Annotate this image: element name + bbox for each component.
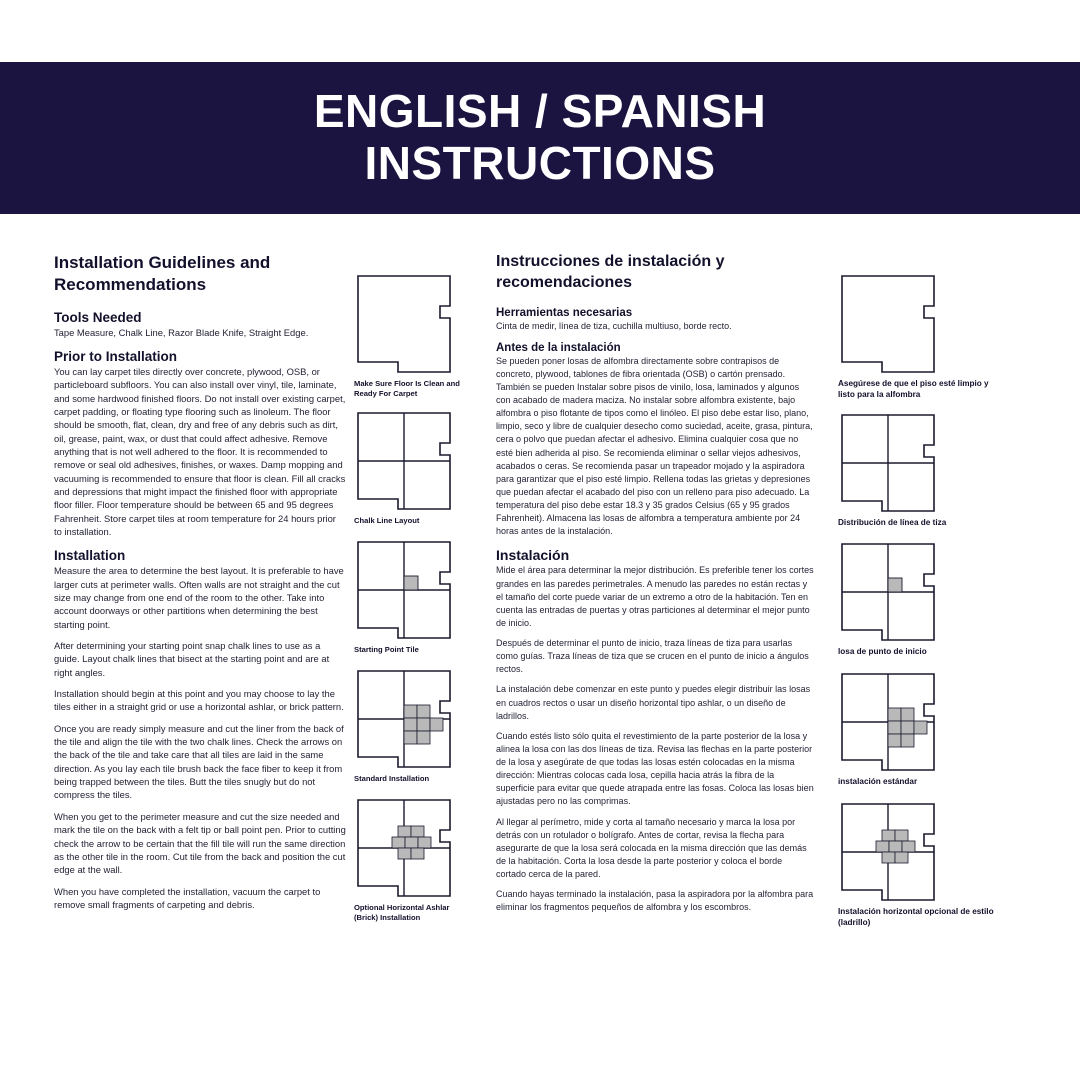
- figure-clean-floor-en: [354, 272, 472, 399]
- english-paragraph-install-1: Measure the area to determine the best layout. It is preferable to have larger cuts at perimeter walls. Often walls are not straight and the cut size may change from one end of the room to the other. Take into account doorways or other partitions when determining the best starting point.: [54, 565, 344, 630]
- starting-point-tile-diagram-icon: [354, 538, 454, 642]
- figure-caption-starting-point-es: losa de punto de inicio: [838, 647, 927, 657]
- floor-outline-diagram-icon: [354, 272, 454, 376]
- figure-caption-chalk-line-en: Chalk Line Layout: [354, 516, 420, 526]
- english-paragraph-install-6: When you have completed the installation, vacuum the carpet to remove small fragments of carpeting and debris.: [54, 885, 321, 910]
- chalk-line-diagram-icon: [354, 409, 454, 513]
- banner-title-line-1: ENGLISH / SPANISH: [313, 85, 767, 138]
- header-banner: [0, 62, 1080, 214]
- figure-chalk-line-en: [354, 409, 472, 526]
- starting-point-tile-diagram-icon: [838, 540, 938, 644]
- figure-standard-install-es: [838, 670, 1000, 788]
- spanish-figures-column: [824, 252, 1000, 1012]
- english-heading-installation: Installation: [54, 548, 126, 564]
- figure-caption-standard-install-en: Standard Installation: [354, 774, 430, 784]
- spanish-heading-installation: Instalación: [496, 547, 570, 564]
- figure-ashlar-install-en: [354, 796, 472, 923]
- spanish-paragraph-tools: Cinta de medir, línea de tiza, cuchilla multiuso, borde recto.: [496, 320, 732, 331]
- banner-title-line-2: INSTRUCTIONS: [364, 137, 716, 189]
- spanish-title: Instrucciones de instalación y recomendaciones: [496, 253, 725, 291]
- floor-outline-diagram-icon: [838, 272, 938, 376]
- spanish-paragraph-install-4: Cuando estés listo sólo quita el revestimiento de la parte posterior de la losa y alinea la losa con las dos líneas de tiza. Revisa las flechas en la parte posterior de la losa y asegúrate de que todas las losas estén colocadas en la misma dirección: Mientras colocas cada losa, cepilla hacia atrás la fibra de la superficie para evitar que quede atrapada entre las fosas. Coloca las losas bien ajustadas pero no las comprimas.: [496, 730, 814, 807]
- spanish-paragraph-install-3: La instalación debe comenzar en este punto y puedes elegir distribuir las losas en cuadros rectos o usar un diseño horizontal tipo ashlar, o un diseño de ladrillos.: [496, 684, 811, 721]
- english-heading-prior: Prior to Installation: [54, 348, 178, 364]
- figure-clean-floor-es: [838, 272, 1000, 401]
- english-paragraph-install-5: When you get to the perimeter measure and cut the size needed and mark the tile on the back with a felt tip or ball point pen. Prior to cutting check the arrow to be certain that the fill tile will run the same direction as the other tile in the room. Cut tile from the back and position the cut edge at the wall.: [54, 810, 346, 876]
- figure-caption-starting-point-en: Starting Point Tile: [354, 645, 419, 655]
- figure-starting-point-es: [838, 540, 1000, 658]
- content-area: [0, 252, 1080, 1012]
- spanish-paragraph-prior: Se pueden poner losas de alfombra directamente sobre contrapisos de concreto, plywood, tablones de fibra orientada (OSB) o cartón prensado. También se pueden Instalar sobre pisos de vinilo, losa, laminados y algunos con acabado de madera maciza. No instalar sobre alfombra existente, bajo alfombra o piso flotante de tipos como el linóleo. El piso debe estar liso, plano, limpio, seco y libre de cualquier desecho como suciedad, aceite, grasa, pintura, cera o polvo que puedan afectar el adhesivo. Elimina cualquier cosa que no esté bien adherida al piso. Se recomienda eliminar o sellar viejos adhesivos, acabados o ceras. Se recomienda pasar un trapeador mojado y la aspiradora para garantizar que el piso esté limpio. Rellena todas las grietas y depresiones que puedan afectar el acabado del piso con un relleno para piso adecuado. La temperatura del piso debe estar 18.3 y 35 grados Celsius (65 y 95 grados Fahrenheit). Almacena las losas de alfombra a temperatura ambiente por 24 horas antes de la instalación.: [496, 355, 813, 537]
- standard-installation-diagram-icon: [838, 670, 938, 774]
- figure-chalk-line-es: [838, 411, 1000, 529]
- figure-caption-clean-floor-es: Asegúrese de que el piso esté limpio y listo para la alfombra: [838, 379, 989, 399]
- spanish-heading-tools: Herramientas necesarias: [496, 306, 633, 319]
- spanish-paragraph-install-1: Mide el área para determinar la mejor distribución. Es preferible tener los cortes grandes en las paredes perimetrales. A menudo las paredes no están rectas y el tamaño del corte puede variar de un extremo a otro de la habitación. Ten en cuenta las entradas de puertas y otras particiones al determinar el mejor punto de inicio.: [496, 565, 814, 628]
- chalk-line-diagram-icon: [838, 411, 938, 515]
- figure-starting-point-en: [354, 538, 472, 655]
- standard-installation-diagram-icon: [354, 667, 454, 771]
- english-paragraph-install-2: After determining your starting point snap chalk lines to use as a guide. Layout chalk lines that bisect at the starting point and are at right angles.: [54, 640, 330, 678]
- english-heading-tools: Tools Needed: [54, 309, 142, 325]
- figure-caption-clean-floor-en: Make Sure Floor Is Clean and Ready For Carpet: [354, 379, 460, 399]
- spanish-heading-prior: Antes de la instalación: [496, 341, 621, 354]
- figure-caption-standard-install-es: instalación estándar: [838, 777, 918, 787]
- spanish-text-column: [472, 252, 824, 1012]
- figure-ashlar-install-es: [838, 800, 1000, 929]
- spanish-paragraph-install-5: Al llegar al perímetro, mide y corta al tamaño necesario y marca la losa por detrás con un rotulador o bolígrafo. Antes de cortar, revisa la flecha para asegurarte de que la losa será colocada en la misma dirección que las demás de la habitación. Corta la losa desde la parte posterior y coloca el borde cortado cerca de la pared.: [496, 816, 807, 880]
- english-paragraph-prior: You can lay carpet tiles directly over concrete, plywood, OSB, or particleboard subfloors. You can also install over vinyl, tile, laminate, and some hardwood finished floors. Do not install over existing carpet, carpet padding, or floating type flooring such as linoleum. The floor should be smooth, flat, clean, dry and free of any debris such as dirt, oil, grease, paint, wax, or dust that could affect adhesive. Remove anything that is not well adhered to the floor. It is recommended to remove or seal old adhesives, finishes, or waxes. Damp mopping and vacuuming is recommended to ensure that floor is clean. Fill all cracks and depressions that might impact the finished floor with appropriate floor filler. Floor temperature should be between 65 and 95 degrees Fahrenheit. Store carpet tiles at room temperature for 24 hours prior to installation.: [54, 365, 346, 537]
- figure-caption-chalk-line-es: Distribución de línea de tiza: [838, 517, 947, 527]
- english-paragraph-install-4: Once you are ready simply measure and cut the liner from the back of the tile and align the tile with the two chalk lines. Check the arrows on the back of the tile and take care that all tiles are laid in the same direction. As you lay each tile brush back the face fiber to keep it from being trapped between the tiles. Butt the tiles snugly but do not compress the tiles.: [54, 722, 344, 801]
- spanish-paragraph-install-6: Cuando hayas terminado la instalación, pasa la aspiradora por la alfombra para eliminar los fragmentos pequeños de alfombra y los escombros.: [496, 889, 814, 913]
- spanish-paragraph-install-2: Después de determinar el punto de inicio, traza líneas de tiza para usarlas como guías. Traza líneas de tiza que se crucen en el punto de inicio a ángulos rectos.: [496, 638, 809, 675]
- ashlar-brick-installation-diagram-icon: [838, 800, 938, 904]
- english-text-column: [54, 252, 354, 1012]
- figure-caption-ashlar-install-en: Optional Horizontal Ashlar (Brick) Installation: [354, 903, 450, 923]
- figure-caption-ashlar-install-es: Instalación horizontal opcional de estilo (ladrillo): [838, 907, 994, 927]
- english-title: Installation Guidelines and Recommendations: [54, 253, 271, 294]
- figure-standard-install-en: [354, 667, 472, 784]
- english-paragraph-install-3: Installation should begin at this point and you may choose to lay the tiles either in a straight grid or use a horizontal ashlar, or brick pattern.: [54, 688, 344, 713]
- ashlar-brick-installation-diagram-icon: [354, 796, 454, 900]
- english-paragraph-tools: Tape Measure, Chalk Line, Razor Blade Knife, Straight Edge.: [54, 326, 309, 338]
- english-figures-column: [354, 252, 472, 1012]
